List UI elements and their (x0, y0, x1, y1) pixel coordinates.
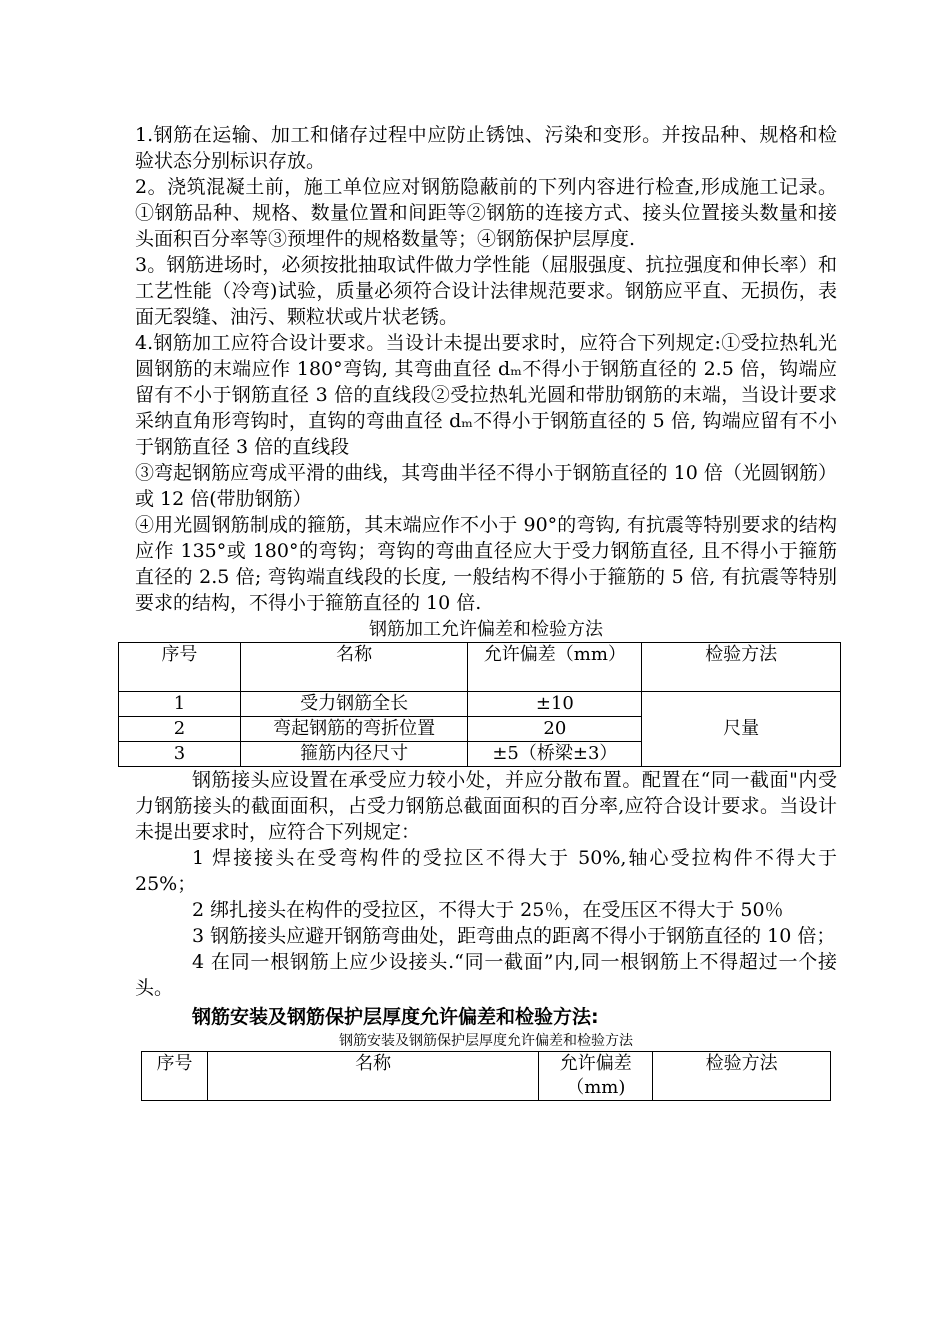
installation-tolerance-table (141, 1051, 831, 1101)
header-method: 检验方法 (642, 643, 841, 692)
paragraph-rule-3: 3 钢筋接头应避开钢筋弯曲处，距弯曲点的距离不得小于钢筋直径的 10 倍； (192, 925, 836, 947)
paragraph-rule-2: 2 绑扎接头在构件的受拉区，不得大于 25％，在受压区不得大于 50％ (192, 899, 784, 921)
header-tolerance: 允许偏差（mm) (539, 1052, 653, 1101)
table2-caption: 钢筋安装及钢筋保护层厚度允许偏差和检验方法 (339, 1033, 633, 1049)
paragraph-rule-4: 4 在同一根钢筋上应少设接头.“同一截面”内,同一根钢筋上不得超过一个接头。 (135, 951, 837, 999)
cell-tolerance: ±5（桥梁±3） (468, 742, 642, 767)
cell-tolerance: 20 (468, 717, 642, 742)
paragraph-5: ③弯起钢筋应弯成平滑的曲线，其弯曲半径不得小于钢筋直径的 10 倍（光圆钢筋）或 12 倍(带肋钢筋） (135, 462, 837, 510)
header-name: 名称 (240, 643, 468, 692)
cell-name: 弯起钢筋的弯折位置 (240, 717, 468, 742)
table-header-row (119, 643, 841, 692)
section-heading: 钢筋安装及钢筋保护层厚度允许偏差和检验方法: (192, 1006, 599, 1028)
cell-name: 受力钢筋全长 (240, 692, 468, 717)
paragraph-6: ④用光圆钢筋制成的箍筋，其末端应作不小于 90°的弯钩, 有抗震等特别要求的结构应作 135°或 180°的弯钩；弯钩的弯曲直径应大于受力钢筋直径, 且不得小于箍筋直径的 2.5 倍; 弯钩端直线段的长度, 一般结构不得小于箍筋的 5 倍, 有抗震等特别要求的结构，不得小于箍筋直径的 10 倍. (135, 514, 837, 614)
paragraph-3: 3。钢筋进场时，必须按批抽取试件做力学性能（屈服强度、抗拉强度和伸长率）和工艺性能（冷弯)试验，质量必须符合设计法律规范要求。钢筋应平直、无损伤，表面无裂缝、油污、颗粒状或片状老锈。 (135, 254, 837, 328)
table-row (119, 692, 841, 717)
cell-method: 尺量 (642, 692, 841, 767)
paragraph-joints: 钢筋接头应设置在承受应力较小处，并应分散布置。配置在“同一截面"内受力钢筋接头的截面面积，占受力钢筋总截面面积的百分率,应符合设计要求。当设计未提出要求时，应符合下列规定： (135, 769, 837, 843)
header-method: 检验方法 (653, 1052, 831, 1101)
table1-caption: 钢筋加工允许偏差和检验方法 (369, 619, 603, 640)
cell-no: 2 (119, 717, 241, 742)
paragraph-1: 1.钢筋在运输、加工和储存过程中应防止锈蚀、污染和变形。并按品种、规格和检验状态分别标识存放。 (135, 124, 837, 172)
header-tolerance: 允许偏差（mm） (468, 643, 642, 692)
paragraph-rule-1: 1 焊接接头在受弯构件的受拉区不得大于 50%,轴心受拉构件不得大于 25%； (135, 847, 837, 895)
processing-tolerance-table (118, 642, 841, 767)
table-header-row (142, 1052, 831, 1101)
header-no: 序号 (119, 643, 241, 692)
header-no: 序号 (142, 1052, 208, 1101)
cell-no: 1 (119, 692, 241, 717)
header-name: 名称 (207, 1052, 538, 1101)
document-page (135, 122, 837, 1101)
cell-name: 箍筋内径尺寸 (240, 742, 468, 767)
cell-no: 3 (119, 742, 241, 767)
paragraph-4: 4.钢筋加工应符合设计要求。当设计未提出要求时，应符合下列规定:①受拉热轧光圆钢筋的末端应作 180°弯钩, 其弯曲直径 dₘ不得小于钢筋直径的 2.5 倍，钩端应留有不小于钢筋直径 3 倍的直线段②受拉热轧光圆和带肋钢筋的末端，当设计要求采纳直角形弯钩时，直钩的弯曲直径 dₘ不得小于钢筋直径的 5 倍, 钩端应留有不小于钢筋直径 3 倍的直线段 (135, 332, 837, 458)
cell-tolerance: ±10 (468, 692, 642, 717)
paragraph-2: 2。浇筑混凝土前，施工单位应对钢筋隐蔽前的下列内容进行检查,形成施工记录。①钢筋品种、规格、数量位置和间距等②钢筋的连接方式、接头位置接头数量和接头面积百分率等③预埋件的规格数量等；④钢筋保护层厚度. (135, 176, 837, 250)
